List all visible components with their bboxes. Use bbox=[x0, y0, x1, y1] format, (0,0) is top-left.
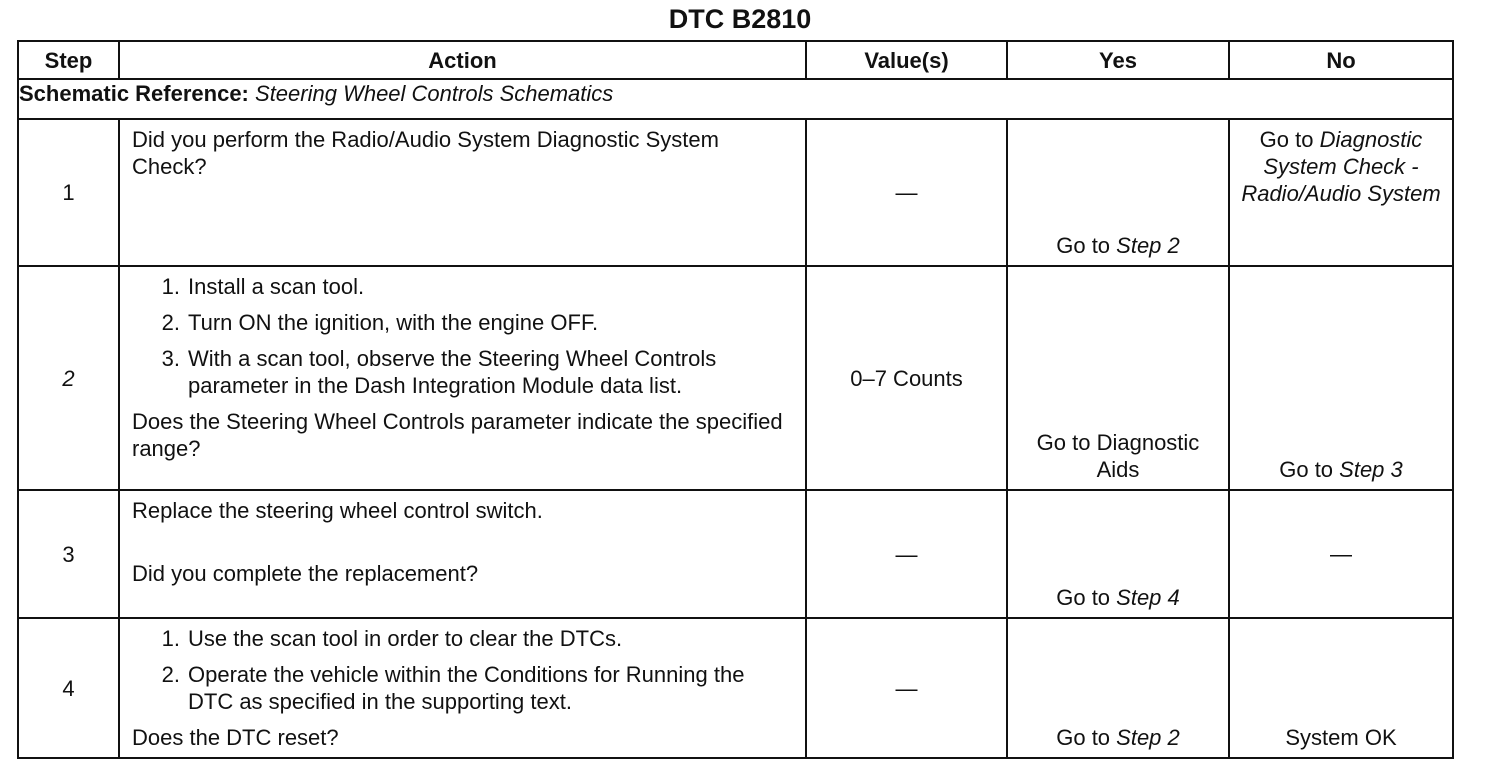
no-cell bbox=[1229, 119, 1453, 266]
no-cell bbox=[1229, 618, 1453, 758]
yes-link[interactable]: Step 4 bbox=[1116, 585, 1180, 610]
no-cell bbox=[1229, 266, 1453, 490]
yes-prefix: Go to bbox=[1056, 725, 1117, 750]
yes-cell bbox=[1007, 490, 1229, 618]
table-row-step-3 bbox=[18, 490, 1453, 618]
yes-prefix: Go to bbox=[1056, 585, 1117, 610]
header-values: Value(s) bbox=[806, 41, 1007, 79]
list-item-number: 3. bbox=[161, 346, 180, 371]
value-cell: — bbox=[806, 119, 1007, 266]
header-action: Action bbox=[119, 41, 806, 79]
yes-link[interactable]: Step 2 bbox=[1116, 233, 1180, 258]
list-item-number: 2. bbox=[161, 310, 180, 335]
no-cell bbox=[1229, 490, 1453, 618]
no-prefix: Go to bbox=[1279, 457, 1340, 482]
step-number: 3 bbox=[18, 490, 119, 618]
list-item bbox=[132, 625, 793, 652]
list-item-number: 2. bbox=[161, 662, 180, 687]
document-title: DTC B2810 bbox=[668, 4, 812, 34]
list-item-number: 1. bbox=[161, 274, 180, 299]
no-prefix: Go to bbox=[1259, 127, 1320, 152]
table-row-step-1 bbox=[18, 119, 1453, 266]
value-cell: — bbox=[806, 618, 1007, 758]
value-cell: — bbox=[806, 490, 1007, 618]
step-number: 2 bbox=[18, 266, 119, 490]
list-item bbox=[132, 309, 793, 336]
no-link[interactable]: Step 3 bbox=[1339, 457, 1403, 482]
yes-cell bbox=[1007, 119, 1229, 266]
list-item bbox=[132, 661, 793, 715]
action-steps-list bbox=[132, 625, 793, 715]
action-question: Did you complete the replacement? bbox=[132, 561, 479, 586]
action-cell bbox=[119, 119, 806, 266]
list-item-text: Install a scan tool. bbox=[188, 274, 365, 299]
step-number: 4 bbox=[18, 618, 119, 758]
yes-prefix: Go to bbox=[1056, 233, 1117, 258]
action-cell bbox=[119, 618, 806, 758]
no-text: System OK bbox=[1285, 725, 1397, 750]
schematic-reference-label: Schematic Reference: bbox=[19, 81, 249, 106]
schematic-reference-row bbox=[18, 79, 1453, 119]
header-row bbox=[18, 41, 1453, 79]
schematic-reference bbox=[18, 79, 1453, 119]
value-cell: 0–7 Counts bbox=[806, 266, 1007, 490]
schematic-reference-link[interactable]: Steering Wheel Controls Schematics bbox=[255, 81, 614, 106]
header-no: No bbox=[1229, 41, 1453, 79]
action-question: Does the Steering Wheel Controls parameter indicate the specified range? bbox=[132, 409, 783, 461]
action-text: Did you perform the Radio/Audio System Diagnostic System Check? bbox=[132, 127, 719, 179]
list-item bbox=[132, 345, 793, 399]
list-item bbox=[132, 273, 793, 300]
action-text: Replace the steering wheel control switch. bbox=[132, 498, 543, 523]
diagnostic-table bbox=[17, 40, 1454, 759]
step-number: 1 bbox=[18, 119, 119, 266]
list-item-text: Operate the vehicle within the Conditions for Running the DTC as specified in the supporting text. bbox=[188, 662, 745, 714]
no-text: — bbox=[1330, 541, 1352, 567]
list-item-text: With a scan tool, observe the Steering Wheel Controls parameter in the Dash Integration Module data list. bbox=[188, 346, 717, 398]
header-yes: Yes bbox=[1007, 41, 1229, 79]
yes-cell bbox=[1007, 266, 1229, 490]
no-link[interactable]: Diagnostic System Check - Radio/Audio System bbox=[1241, 127, 1441, 206]
table-row-step-4 bbox=[18, 618, 1453, 758]
yes-cell bbox=[1007, 618, 1229, 758]
yes-text[interactable]: Go to Diagnostic Aids bbox=[1036, 430, 1200, 482]
yes-link[interactable]: Step 2 bbox=[1116, 725, 1180, 750]
action-question: Does the DTC reset? bbox=[132, 725, 339, 750]
table-row-step-2 bbox=[18, 266, 1453, 490]
action-steps-list bbox=[132, 273, 793, 399]
list-item-number: 1. bbox=[161, 626, 180, 651]
header-step: Step bbox=[18, 41, 119, 79]
list-item-text: Use the scan tool in order to clear the DTCs. bbox=[188, 626, 623, 651]
list-item-text: Turn ON the ignition, with the engine OFF. bbox=[188, 310, 599, 335]
action-cell bbox=[119, 490, 806, 618]
action-cell bbox=[119, 266, 806, 490]
